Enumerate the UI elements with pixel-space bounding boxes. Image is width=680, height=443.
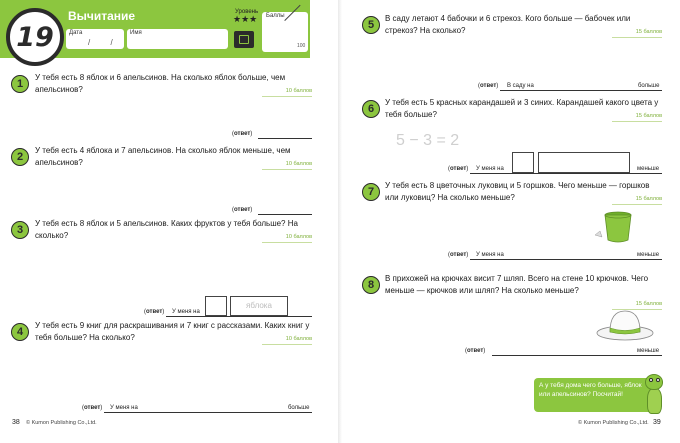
points: 15 баллов <box>635 196 662 202</box>
answer-prefix: У меня на <box>172 309 200 315</box>
question-text: У тебя есть 8 яблок и 6 апельсинов. На сколько яблок больше, чем апельсинов? <box>35 73 286 94</box>
answer-suffix: меньше <box>637 348 660 354</box>
robot-icon <box>239 35 249 44</box>
name-label: Имя <box>130 30 142 36</box>
answer-number-box[interactable] <box>205 296 227 316</box>
answer-prefix: У меня на <box>110 405 138 411</box>
question-number: 4 <box>11 323 29 341</box>
alien-character-body <box>647 388 662 414</box>
question-number: 1 <box>11 75 29 93</box>
question-number: 3 <box>11 221 29 239</box>
answer-suffix: больше <box>638 83 660 89</box>
answer-tag: (ответ) <box>448 252 469 258</box>
hat-icon <box>594 305 656 343</box>
alien-character-icon <box>645 374 663 390</box>
question-text: В саду летают 4 бабочки и 6 стрекоз. Кого больше — бабочек или стрекоз? На сколько? <box>385 14 631 35</box>
answer-tag: (ответ) <box>478 83 499 89</box>
answer-prefix: У меня на <box>476 252 504 258</box>
worksheet-number-badge: 19 <box>6 8 64 66</box>
answer-suffix: меньше <box>637 252 660 258</box>
points-rule <box>262 344 312 345</box>
answer-suffix: больше <box>288 405 310 411</box>
answer-line[interactable] <box>492 355 662 356</box>
question-number: 2 <box>11 148 29 166</box>
question-number: 7 <box>362 183 380 201</box>
points-rule <box>612 121 662 122</box>
question-number: 8 <box>362 276 380 294</box>
points: 10 баллов <box>285 234 312 240</box>
answer-tag: (ответ) <box>232 207 253 213</box>
page-gutter <box>338 0 342 443</box>
points-rule <box>262 169 312 170</box>
question-text: У тебя есть 8 цветочных луковиц и 5 горшков. Чего меньше — горшков или луковиц? На сколько меньше? <box>385 181 650 202</box>
worksheet-title: Вычитание <box>68 9 136 23</box>
answer-prefix: В саду на <box>507 83 534 89</box>
copyright-right: © Kumon Publishing Co.,Ltd. <box>578 420 649 426</box>
answer-line <box>470 173 662 174</box>
answer-line[interactable] <box>104 412 312 413</box>
points: 15 баллов <box>635 113 662 119</box>
page-number-right: 39 <box>653 419 661 426</box>
date-label: Дата <box>69 30 83 36</box>
points-rule <box>262 242 312 243</box>
answer-prefix: У меня на <box>476 166 504 172</box>
answer-line <box>166 316 312 317</box>
level-label: Уровень <box>235 9 259 15</box>
answer-suffix: меньше <box>637 166 660 172</box>
answer-tag: (ответ) <box>465 348 486 354</box>
answer-line[interactable] <box>470 259 662 260</box>
equation-hint: 5 − 3 = 2 <box>396 132 460 149</box>
date-separators: / / <box>88 38 122 47</box>
points: 10 баллов <box>285 336 312 342</box>
points: 15 баллов <box>635 29 662 35</box>
answer-hint: яблока <box>246 301 272 310</box>
answer-tag: (ответ) <box>448 166 469 172</box>
answer-line[interactable] <box>500 90 662 91</box>
answer-line[interactable] <box>258 138 312 139</box>
name-field[interactable] <box>127 29 228 49</box>
answer-tag: (ответ) <box>232 131 253 137</box>
points-rule <box>612 204 662 205</box>
question-text: У тебя есть 4 яблока и 7 апельсинов. На сколько яблок меньше, чем апельсинов? <box>35 146 291 167</box>
answer-word-box[interactable] <box>538 152 630 173</box>
answer-number-box[interactable] <box>512 152 534 173</box>
question-text: У тебя есть 8 яблок и 5 апельсинов. Каких фруктов у тебя больше? На сколько? <box>35 219 298 240</box>
alien-eye <box>649 378 653 382</box>
points-rule <box>262 96 312 97</box>
points: 15 баллов <box>635 301 662 307</box>
question-text: У тебя есть 5 красных карандашей и 3 синих. Карандашей какого цвета у тебя больше? <box>385 98 659 119</box>
score-max: 100 <box>297 43 306 49</box>
points: 10 баллов <box>285 88 312 94</box>
answer-tag: (ответ) <box>82 405 103 411</box>
points-rule <box>612 37 662 38</box>
level-stars: ★★★ <box>233 14 258 24</box>
answer-line[interactable] <box>258 214 312 215</box>
points: 10 баллов <box>285 161 312 167</box>
question-number: 5 <box>362 16 380 34</box>
page-number-left: 38 <box>12 419 20 426</box>
answer-tag: (ответ) <box>144 309 165 315</box>
score-label: Баллы <box>266 13 285 19</box>
alien-eye <box>656 378 660 382</box>
speech-bubble: А у тебя дома чего больше, яблок или апельсинов? Посчитай! <box>534 378 654 412</box>
question-text: У тебя есть 9 книг для раскрашивания и 7 книг с рассказами. Каких книг у тебя больше? На сколько? <box>35 321 310 342</box>
copyright-left: © Kumon Publishing Co.,Ltd. <box>26 420 97 426</box>
flower-pot-icon <box>592 206 642 246</box>
question-text: В прихожей на крючках висит 7 шляп. Всего на стене 10 крючков. Чего меньше — крючков или шляп? На сколько меньше? <box>385 274 649 295</box>
question-number: 6 <box>362 100 380 118</box>
